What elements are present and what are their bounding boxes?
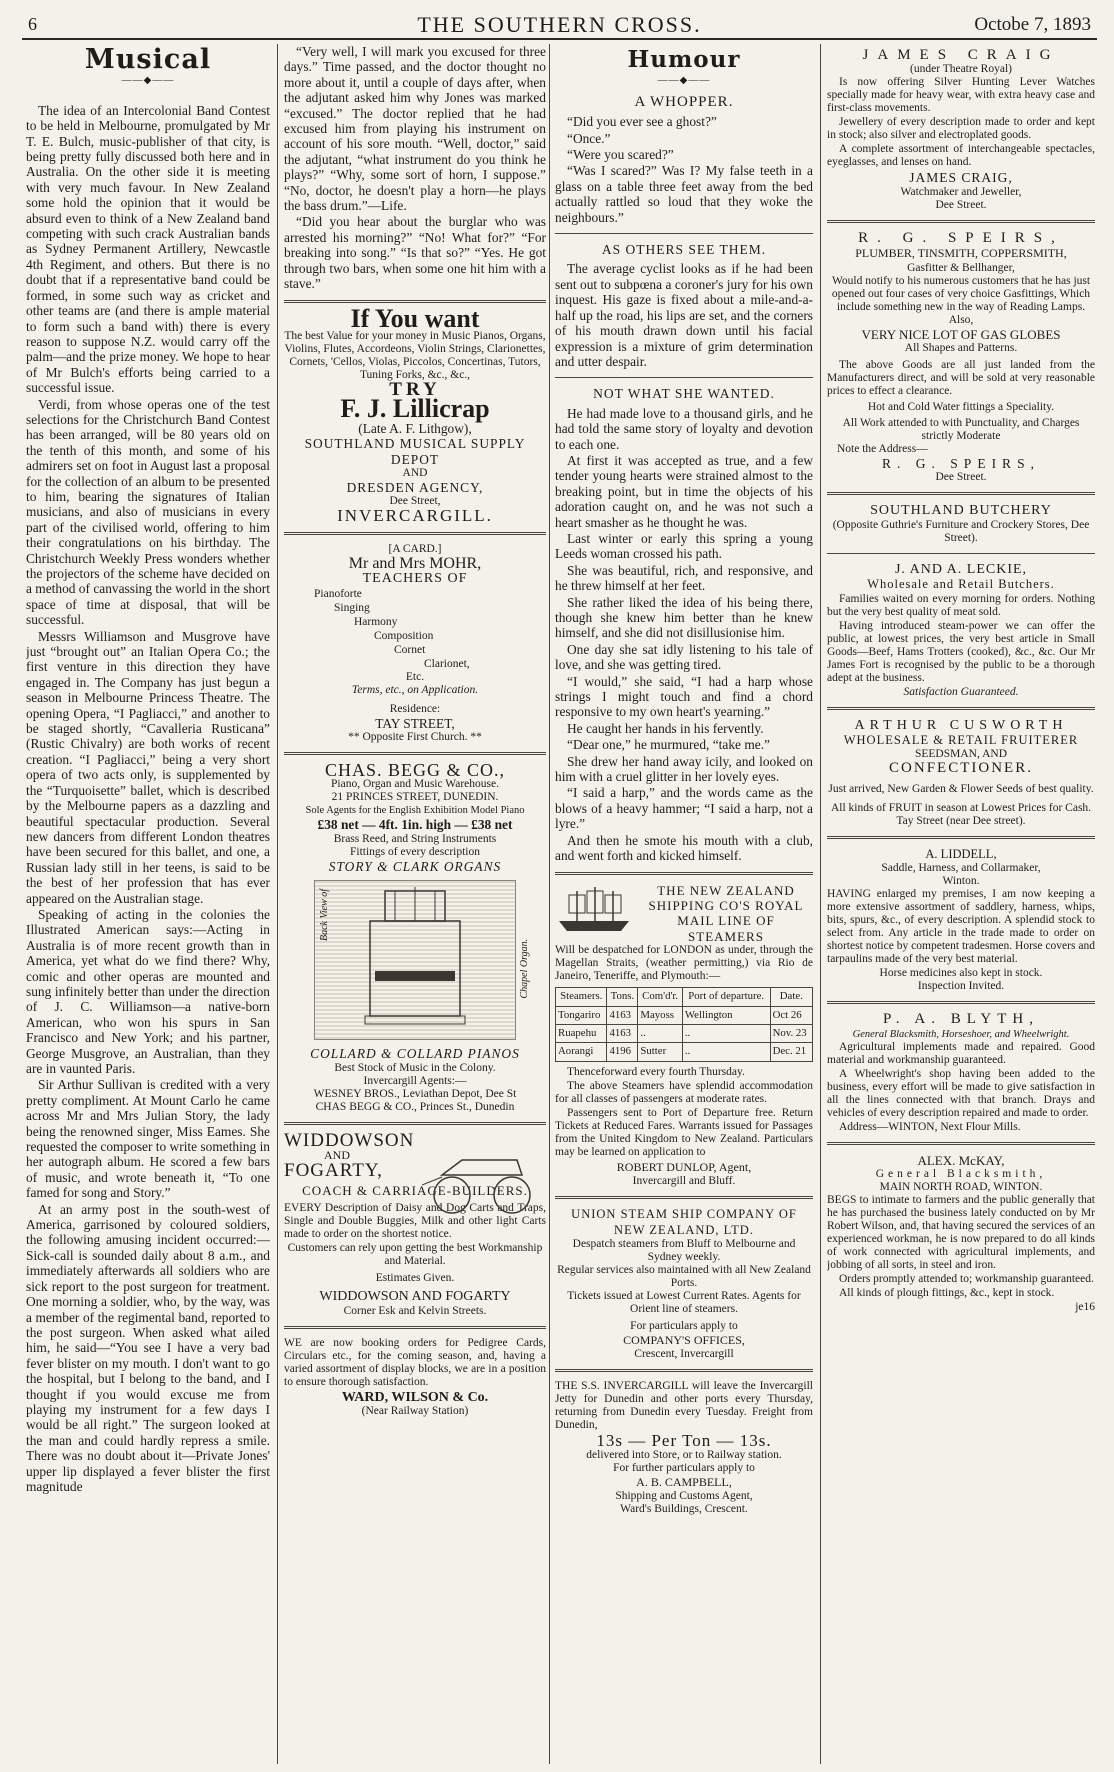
- ad-body: A complete assortment of interchangeable spectacles, eyeglasses, and lenses on hand.: [827, 143, 1095, 169]
- table-cell: Ruapehu: [556, 1024, 607, 1042]
- ad-body: Agricultural implements made and repaired. Good material and workmanship guaranteed.: [827, 1040, 1095, 1066]
- ad-line: Watchmaker and Jeweller,: [900, 185, 1022, 198]
- ad-line: A. B. CAMPBELL,: [636, 1474, 732, 1489]
- ad-heading: P. A. BLYTH,: [883, 1011, 1039, 1028]
- ad-code: je16: [1075, 1301, 1095, 1314]
- story-line: He caught her hands in his fervently.: [567, 720, 764, 736]
- ad-line: CHAS BEGG & CO., Princes St., Dunedin: [315, 1100, 515, 1113]
- ad-line: (under Theatre Royal): [910, 63, 1012, 76]
- ad-line: AND: [324, 1148, 350, 1162]
- ad-line: ROBERT DUNLOP, Agent,: [616, 1159, 752, 1174]
- story-line: “I said a harp,” and the words came as the blows of a heavy hammer; “I said a harp, not a lyre.”: [555, 785, 813, 832]
- ad-james-craig: [827, 48, 1095, 212]
- ad-body: The above Goods are all just landed from the Manufacturers direct, and will be sold at very reasonable prices to effect a clearance.: [827, 359, 1095, 398]
- ad-line: Note the Address—: [837, 443, 928, 456]
- divider: [827, 707, 1095, 710]
- ad-try: TRY: [389, 378, 441, 400]
- table-cell: 4163: [607, 1024, 638, 1042]
- story-line: “Dear one,” he murmured, “take me.”: [567, 737, 770, 753]
- ad-line: Shipping and Customs Agent,: [615, 1490, 753, 1503]
- divider: [284, 752, 546, 755]
- story-line: At first it was accepted as true, and a few tender young hearts were strained almost to the breaking point, but in time the objects of his adoration caught on, and he was not such a heart smasher as he thought he was.: [555, 452, 813, 530]
- ad-line: For particulars apply to: [630, 1319, 738, 1332]
- table-row: [556, 1006, 813, 1024]
- ad-line: Ward's Buildings, Crescent.: [620, 1503, 748, 1516]
- carriage-icon: [422, 1145, 542, 1215]
- ad-line: General Blacksmith,: [875, 1168, 1047, 1181]
- ad-body: All kinds of plough fittings, &c., kept in stock.: [839, 1287, 1055, 1300]
- article-continuation: “Very well, I will mark you excused for three days.” Time passed, and the doctor thought no more about it, until a couple of days after, when the adjutant asked him why Jones was marked “excused.” The doctor replied that he had excused him from playing his instrument on account of his sore mouth. “Well, doctor,” said the adjutant, “what instrument do you think he plays?” “Why, some sort of horn, I suppose.” “No, doctor, he doesn't play a horn—he plays the bass drum.”—Life.: [284, 44, 546, 214]
- organ-caption-left: Back View of: [319, 889, 330, 942]
- ad-line: SEEDSMAN, AND: [914, 748, 1007, 761]
- ad-line: VERY NICE LOT OF GAS GLOBES: [861, 326, 1061, 342]
- ad-heading: ARTHUR CUSWORTH: [854, 717, 1068, 733]
- ad-body: All kinds of FRUIT in season at Lowest Prices for Cash.: [830, 801, 1092, 814]
- ad-line: Horse medicines also kept in stock.: [879, 967, 1043, 980]
- ad-business-name: FOGARTY,: [284, 1160, 383, 1182]
- table-header: Date.: [770, 988, 812, 1006]
- ad-body: Families waited on every morning for orders. Nothing but the very best quality of meat sold.: [827, 592, 1095, 618]
- ad-line: Residence:: [389, 702, 441, 715]
- story-title: AS OTHERS SEE THEM.: [601, 242, 767, 258]
- ad-line: Invercargill and Bluff.: [632, 1175, 736, 1188]
- ad-town: INVERCARGILL.: [337, 506, 493, 526]
- ad-business-name: F. J. Lillicrap: [340, 394, 490, 424]
- article-paragraph: Messrs Williamson and Musgrove have just “brought out” an Italian Opera Co.; the first venture in this direction they have engaged in. The Company has just begun a season in Melbourne Princess Theatre. The opening Opera, “I Pagliacci,” and another to be staged shortly, “Cavalleria Rusticana” (Rustic Chivalry) are both works of recent creation. “I Pagliacci,” being a very short opera of two acts only, is supplemented by the “Turquoisette” ballet, which is described by the Melbourne papers as a dazzling and beautiful spectacular production. Several new dancers from different London theatres have been secured for this ballet, and one, a Russian lady still in her teens, is said to be the best of her profession that has ever appeared on the Australian stage.: [26, 628, 270, 906]
- table-cell: ..: [682, 1043, 770, 1061]
- column-humour: [555, 44, 813, 1764]
- ad-line: Customers can rely upon getting the best Workmanship and Material.: [287, 1242, 543, 1268]
- divider: [284, 532, 546, 535]
- table-header-row: [556, 988, 813, 1006]
- ad-line: AND: [402, 466, 428, 479]
- column-rule: [277, 44, 278, 1764]
- ad-business-name: CHAS. BEGG & CO.,: [324, 759, 506, 780]
- ad-line: Satisfaction Guaranteed.: [903, 685, 1019, 698]
- table-cell: Sutter: [638, 1043, 682, 1061]
- table-cell: ..: [682, 1024, 770, 1042]
- column-musical: [26, 44, 270, 1764]
- ad-blyth: [827, 1012, 1095, 1133]
- ad-line: Dee Street.: [935, 198, 987, 211]
- ad-nz-shipping: [555, 883, 813, 1189]
- table-header: Port of departure.: [682, 988, 770, 1006]
- story-line: The average cyclist looks as if he had been sent out to subpœna a coroner's jury for his own inquest. His gaze is fixed about a mile-and-a-half up the road, his lips are set, and the corners of his mouth drawn down until his facial expression is a mixture of grim determination and utter despair.: [555, 261, 813, 369]
- story-line: “Was I scared?” Was I? My false teeth in a glass on a table three feet away from the bed actually rattled so loud that they woke the neighbours.”: [555, 163, 813, 225]
- organ-illustration: [314, 880, 531, 1040]
- ad-line: £38 net — 4ft. 1in. high — £38 net: [317, 817, 513, 833]
- ad-line: Best Stock of Music in the Colony.: [334, 1061, 496, 1074]
- ad-line: For further particulars apply to: [613, 1461, 755, 1474]
- story-line: One day she sat idly listening to his tale of love, and she was getting tired.: [555, 641, 813, 673]
- table-cell: Oct 26: [770, 1006, 812, 1024]
- ad-body: A Wheelwright's shop having been added to the business, every effort will be made to give satisfaction in all the lines connected with that branch. Drays and vehicles of every description repaired and made to order.: [827, 1067, 1095, 1119]
- ad-line: Estimates Given.: [375, 1272, 455, 1285]
- column-two: [284, 44, 546, 1764]
- story-line: Last winter or early this spring a young Leeds woman crossed his path.: [555, 530, 813, 562]
- ad-line: Tickets issued at Lowest Current Rates. Agents for Orient line of steamers.: [567, 1289, 801, 1315]
- ad-line: TEACHERS OF: [362, 571, 468, 587]
- table-cell: 4163: [607, 1006, 638, 1024]
- table-row: [556, 1043, 813, 1061]
- ad-line: Winton.: [942, 875, 980, 888]
- ad-cusworth: [827, 718, 1095, 828]
- ad-business-name: ALEX. McKAY,: [917, 1152, 1005, 1168]
- ad-body: Address—WINTON, Next Flour Mills.: [839, 1120, 1021, 1133]
- ad-line: WESNEY BROS., Leviathan Depot, Dee St: [313, 1087, 517, 1100]
- ad-signature: R. G. SPEIRS,: [882, 456, 1040, 472]
- ad-line: Etc.: [405, 670, 425, 683]
- ad-body: WE are now booking orders for Pedigree Cards, Circulars etc., for the coming season, and, having a varied assortment of display blocks, we are in a position to ensure thorough satisfaction.: [284, 1336, 546, 1388]
- story-line: “I would,” she said, “I had a harp whose strings I might touch and find a chord responsive to my own heart's yearning.”: [555, 673, 813, 720]
- story-line: “Once.”: [567, 130, 611, 146]
- ad-line: MAIN NORTH ROAD, WINTON.: [879, 1181, 1043, 1194]
- story-line: And then he smote his mouth with a club, and went forth and kicked himself.: [555, 832, 813, 864]
- ad-business-name: J. AND A. LECKIE,: [894, 561, 1028, 577]
- masthead: [22, 8, 1097, 40]
- ad-line: COLLARD & COLLARD PIANOS: [310, 1046, 520, 1062]
- ad-body: HAVING enlarged my premises, I am now keeping a more extensive assortment of saddlery, harness, whips, bits, spurs, &c., of every description. A splendid stock to select from. Any article in the trade made to order on shortest notice by competent tradesmen. Horse covers and tarpaulins made of the very best material.: [827, 888, 1095, 966]
- ad-heading: R. G. SPEIRS,: [858, 229, 1064, 246]
- ad-union-steamship: [555, 1207, 813, 1361]
- ad-line: [A CARD.]: [388, 542, 442, 555]
- divider: [827, 553, 1095, 554]
- ad-southland-butchery: [827, 503, 1095, 698]
- ad-line: Crescent, Invercargill: [634, 1348, 734, 1361]
- ornament-divider: ——◆——: [121, 75, 175, 87]
- ad-line: 21 PRINCES STREET, DUNEDIN.: [331, 791, 499, 804]
- story-line: “Were you scared?”: [567, 147, 674, 163]
- subject-list: [284, 587, 546, 671]
- column-rule: [820, 44, 821, 1764]
- table-cell: 4196: [607, 1043, 638, 1061]
- story-line: She drew her hand away icily, and looked on him with a cruel glitter in her lovely eyes.: [555, 753, 813, 785]
- ad-line: Dee Street,: [389, 495, 441, 508]
- ad-body: Will be despatched for LONDON as under, through the Magellan Straits, (weather permitting,) via Rio de Janeiro, Teneriffe, and Plymouth:—: [555, 944, 813, 983]
- ad-heading: JAMES CRAIG: [862, 47, 1060, 63]
- ad-line: Saddle, Harness, and Collarmaker,: [881, 862, 1041, 875]
- organ-icon: [315, 881, 515, 1039]
- story-line: He had made love to a thousand girls, and he had told the same story of loyalty and devotion to each one.: [555, 405, 813, 452]
- ad-speirs: [827, 231, 1095, 485]
- ad-line: Inspection Invited.: [917, 980, 1005, 993]
- ad-line: TAY STREET,: [375, 715, 455, 731]
- ad-line: Dee Street.: [935, 471, 987, 484]
- ad-line: (Near Railway Station): [361, 1405, 469, 1418]
- ad-line: All Shapes and Patterns.: [904, 342, 1018, 355]
- ad-body: The above Steamers have splendid accommodation for all classes of passengers at moderate rates.: [555, 1079, 813, 1105]
- section-heading-humour: Humour: [627, 46, 741, 73]
- table-cell: Nov. 23: [770, 1024, 812, 1042]
- section-heading-musical: Musical: [84, 44, 212, 75]
- ad-mckay: [827, 1153, 1095, 1314]
- newspaper-title: THE SOUTHERN CROSS.: [417, 12, 702, 37]
- ad-line: SOUTHLAND MUSICAL SUPPLY: [304, 436, 526, 452]
- article-paragraph: Speaking of acting in the colonies the Illustrated American says:—Acting in Australia is of more recent growth than in America, yet what do we find there? Why, comic and other operas are mounted and sung infinitely better than under the direction of J. C. Williamson—a native-born American, who won his spurs in San Francisco and New York; and his partner, George Musgrove, an Australian, than they are in vaunted Paris.: [26, 906, 270, 1076]
- subject-item: Singing: [334, 601, 370, 614]
- divider: [827, 1001, 1095, 1004]
- ad-line: WIDDOWSON AND FOGARTY: [319, 1289, 511, 1305]
- ad-line: All Work attended to with Punctuality, and Charges strictly Moderate: [842, 417, 1080, 443]
- table-header: Com'd'r.: [638, 988, 682, 1006]
- table-cell: Tongariro: [556, 1006, 607, 1024]
- ad-business-name: WARD, WILSON & Co.: [341, 1389, 489, 1405]
- divider: [284, 300, 546, 303]
- table-header: Tons.: [607, 988, 638, 1006]
- article-paragraph: Sir Arthur Sullivan is credited with a very pretty compliment. At Mount Carlo he came across Mr and Mrs Julian Story, the lady being the renowned singer, Miss Eames. She requested the composer to write something in her autograph album. He scored a few bars of music, and wrote beneath it, “To one famed for song and Story.”: [26, 1077, 270, 1201]
- article-paragraph: At an army post in the south-west of America, garrisoned by coloured soldiers, the following amusing incident occurred:—Sick-call is sounded daily about 8 a.m., and immediately afterwards all soldiers who are sick report to the post surgeon for treatment. One morning a soldier, who, by the way, was a member of the regimental band, reported to the post surgeon. When asked what ailed him, he said—“You see I have a very bad fever blister on my mouth. I don't want to go the hospital, but I belong to the band, and I thought if you would excuse me from playing my instrument for a few days I would be all right.” The surgeon looked at the man and could hardly repress a smile. There was no doubt about it—Private Jones' upper lip displayed a fever blister the first magnitude: [26, 1201, 270, 1494]
- ad-liddell: [827, 847, 1095, 993]
- divider: [827, 220, 1095, 223]
- divider: [555, 377, 813, 378]
- ad-line: Hot and Cold Water fittings a Speciality.: [867, 401, 1055, 414]
- divider: [555, 1196, 813, 1199]
- divider: [284, 1122, 546, 1125]
- ad-line: Terms, etc., on Application.: [351, 683, 479, 696]
- ad-body: EVERY Description of Daisy and Dog Carts and Traps, Single and Double Buggies, Milk and other light Carts made to order on the shortest notice.: [284, 1202, 546, 1241]
- ad-line: CONFECTIONER.: [889, 760, 1033, 777]
- ad-heading: SOUTHLAND BUTCHERY: [870, 503, 1052, 519]
- article-paragraph: Verdi, from whose operas one of the test selections for the Christchurch Band Contest has been arranged, will be 80 years old on the tenth of this month, and some of his admirers set on foot in August last a proposal for the collection of an album to be presented to him, bearing the signatures of Italian musicians, and also of musicians in every part of the civilised world, offering to him their congratulations on his birthday. The Christchurch Weekly Press wonders whether the projectors of the scheme have decided on a method of canvassing the world in the short space of time at disposal, that will be successful.: [26, 396, 270, 628]
- ad-line: Fittings of every description: [350, 845, 480, 858]
- issue-date: Octobe 7, 1893: [974, 14, 1091, 35]
- ad-body: THE S.S. INVERCARGILL will leave the Invercargill Jetty for Dunedin and other ports every Thursday, returning from Dunedin every Tuesday. Freight from Dunedin,: [555, 1380, 813, 1432]
- ad-ss-invercargill: [555, 1380, 813, 1516]
- ad-line: COMPANY'S OFFICES,: [623, 1332, 745, 1347]
- steamship-icon: [555, 883, 633, 937]
- ad-line: (Opposite Guthrie's Furniture and Crockery Stores, Dee Street).: [832, 518, 1090, 544]
- ornament-divider: ——◆——: [657, 75, 711, 87]
- story-line: She rather liked the idea of his being there, though she knew him better than he knew himself, and she did not disillusionise him.: [555, 594, 813, 641]
- ad-line: Brass Reed, and String Instruments: [333, 832, 497, 845]
- table-cell: Dec. 21: [770, 1043, 812, 1061]
- table-cell: Mayoss: [638, 1006, 682, 1024]
- ad-line: DEPOT: [390, 451, 440, 467]
- ad-heading: THE NEW ZEALAND SHIPPING CO'S ROYAL MAIL LINE OF STEAMERS: [648, 882, 804, 944]
- ad-heading: UNION STEAM SHIP COMPANY OF NEW ZEALAND, LTD.: [571, 1207, 797, 1237]
- ad-body: Would notify to his numerous customers that he has just opened out four cases of very choice Gasfittings, Which include something new in the way of Reading Lamps.: [831, 274, 1091, 313]
- ad-lillicrap: [284, 303, 546, 526]
- ad-business-name: Mr and Mrs MOHR,: [348, 554, 482, 572]
- ad-business-name: A. LIDDELL,: [925, 846, 997, 861]
- subject-item: Clarionet,: [424, 657, 470, 670]
- subject-item: Pianoforte: [314, 587, 362, 600]
- ad-line: Sole Agents for the English Exhibition Model Piano: [305, 805, 525, 817]
- ad-line: delivered into Store, or to Railway station.: [586, 1448, 782, 1461]
- subject-item: Composition: [374, 629, 434, 642]
- ad-line: COACH & CARRIAGE-BUILDERS.: [302, 1182, 528, 1198]
- ad-body: Jewellery of every description made to order and kept in stock; also silver and electroplated goods.: [827, 116, 1095, 142]
- ad-widdowson: [284, 1129, 546, 1318]
- table-row: [556, 1024, 813, 1042]
- divider: [284, 1326, 546, 1329]
- ad-line: (Late A. F. Lithgow),: [358, 420, 472, 436]
- divider: [827, 1142, 1095, 1145]
- ad-line: ** Opposite First Church. **: [348, 730, 482, 743]
- ad-line: Despatch steamers from Bluff to Melbourne and Sydney weekly.: [572, 1237, 796, 1263]
- ad-intro: The best Value for your money in Music Pianos, Organs, Violins, Flutes, Accordeons, Violin Strings, Clarionettes, Cornets, 'Cellos, Violas, Piccolos, Concertinas, Tutors, Tuning Forks, &c., &c.,: [284, 329, 546, 381]
- article-paragraph: “Did you hear about the burglar who was arrested his morning?” “No! What for?” “For breaking into song.” “Is that so?” “Yes. He got through two bars, when some one hit him with a stave.”: [284, 214, 546, 292]
- ad-body: BEGS to intimate to farmers and the public generally that he has purchased the business lately conducted on by Mr Robert Wilson, and, that having secured the services of an experienced workman, he is now prepared to do all kinds of work connected with agricultural implements, and jobbing of all sorts, in steel and iron.: [827, 1194, 1095, 1272]
- subject-item: Harmony: [354, 615, 398, 628]
- ad-body: Passengers sent to Port of Departure free. Return Tickets at Reduced Fares. Warrants issued for Passages from the United Kingdom to New Zealand. Particulars may be learned on application to: [555, 1106, 813, 1158]
- divider: [555, 872, 813, 875]
- subject-item: Cornet: [394, 643, 426, 656]
- ad-line: Tay Street (near Dee street).: [896, 814, 1026, 827]
- ad-line: DRESDEN AGENCY,: [346, 479, 484, 495]
- ad-line: Corner Esk and Kelvin Streets.: [343, 1304, 487, 1317]
- table-cell: Wellington: [682, 1006, 770, 1024]
- ad-line: PLUMBER, TINSMITH, COPPERSMITH,: [855, 246, 1067, 261]
- ad-signature: JAMES CRAIG,: [909, 170, 1013, 186]
- ad-body: Orders promptly attended to; workmanship guaranteed.: [839, 1273, 1094, 1286]
- ad-body: Just arrived, New Garden & Flower Seeds of best quality.: [828, 782, 1094, 795]
- ad-line: Invercargill Agents:—: [363, 1074, 467, 1087]
- ad-body: Is now offering Silver Hunting Lever Watches specially made for heavy wear, with extra heavy case and first-class movements.: [827, 76, 1095, 115]
- story-title: NOT WHAT SHE WANTED.: [593, 386, 775, 402]
- ad-line: Wholesale and Retail Butchers.: [867, 577, 1055, 592]
- organ-caption-right: Chapel Organ.: [519, 939, 531, 999]
- page-number: 6: [28, 14, 37, 34]
- story-line: “Did you ever see a ghost?”: [567, 114, 717, 130]
- freight-price: 13s — Per Ton — 13s.: [596, 1431, 772, 1451]
- ad-heading: If You want: [350, 303, 480, 333]
- table-cell: ..: [638, 1024, 682, 1042]
- divider: [555, 233, 813, 234]
- story-title: A WHOPPER.: [634, 93, 734, 110]
- table-header: Steamers.: [556, 988, 607, 1006]
- divider: [555, 1369, 813, 1372]
- ad-ward-wilson: [284, 1337, 546, 1418]
- ad-line: STORY & CLARK ORGANS: [328, 858, 502, 874]
- ad-line: Also,: [948, 313, 974, 326]
- divider: [827, 836, 1095, 839]
- table-cell: Aorangi: [556, 1043, 607, 1061]
- article-paragraph: The idea of an Intercolonial Band Contest to be held in Melbourne, promulgated by Mr T. E. Bulch, music-publisher of that city, is being pretty fully discussed both here and in Australia. On the other side it is meeting with very much favour. In New Zealand some hold the opinion that it would be absurd even to think of a New Zealand band competing with such crack Australian bands as Sydney Permanent Artillery, Newcastle 4th Regiment, and others. But there is no doubt that if a representative band could be formed, in some such way as cricket and other teams are (and there is ample material to form such a band with) there is every reason to suppose N.Z. would carry off the palm—and the prize money. We hope to hear of Mr Bulch's efforts being carried to a successful issue.: [26, 102, 270, 396]
- column-advertisements: [827, 44, 1095, 1764]
- ad-body: Thenceforward every fourth Thursday.: [567, 1065, 745, 1078]
- ad-line: WHOLESALE & RETAIL FRUITERER: [843, 733, 1079, 748]
- divider: [827, 492, 1095, 495]
- ad-line: Gasfitter & Bellhanger,: [907, 261, 1015, 274]
- ad-body: Having introduced steam-power we can offer the public, at lowest prices, the very best article in Small Goods—Beef, Hams Trotters (cooked), &c., &c. Our Mr James Fort is recognised by the public to be a thorough adept at the business.: [827, 619, 1095, 684]
- sailing-schedule-table: [555, 987, 813, 1062]
- ad-business-name: WIDDOWSON: [284, 1129, 415, 1151]
- ad-line: Piano, Organ and Music Warehouse.: [331, 778, 499, 791]
- story-line: She was beautiful, rich, and responsive, and he threw himself at her feet.: [555, 562, 813, 594]
- ad-line: Regular services also maintained with all New Zealand Ports.: [557, 1263, 811, 1289]
- ad-line: General Blacksmith, Horseshoer, and Wheelwright.: [852, 1028, 1070, 1040]
- ad-mohr: [284, 543, 546, 744]
- column-rule: [549, 44, 550, 1764]
- ad-begg: [284, 759, 546, 1114]
